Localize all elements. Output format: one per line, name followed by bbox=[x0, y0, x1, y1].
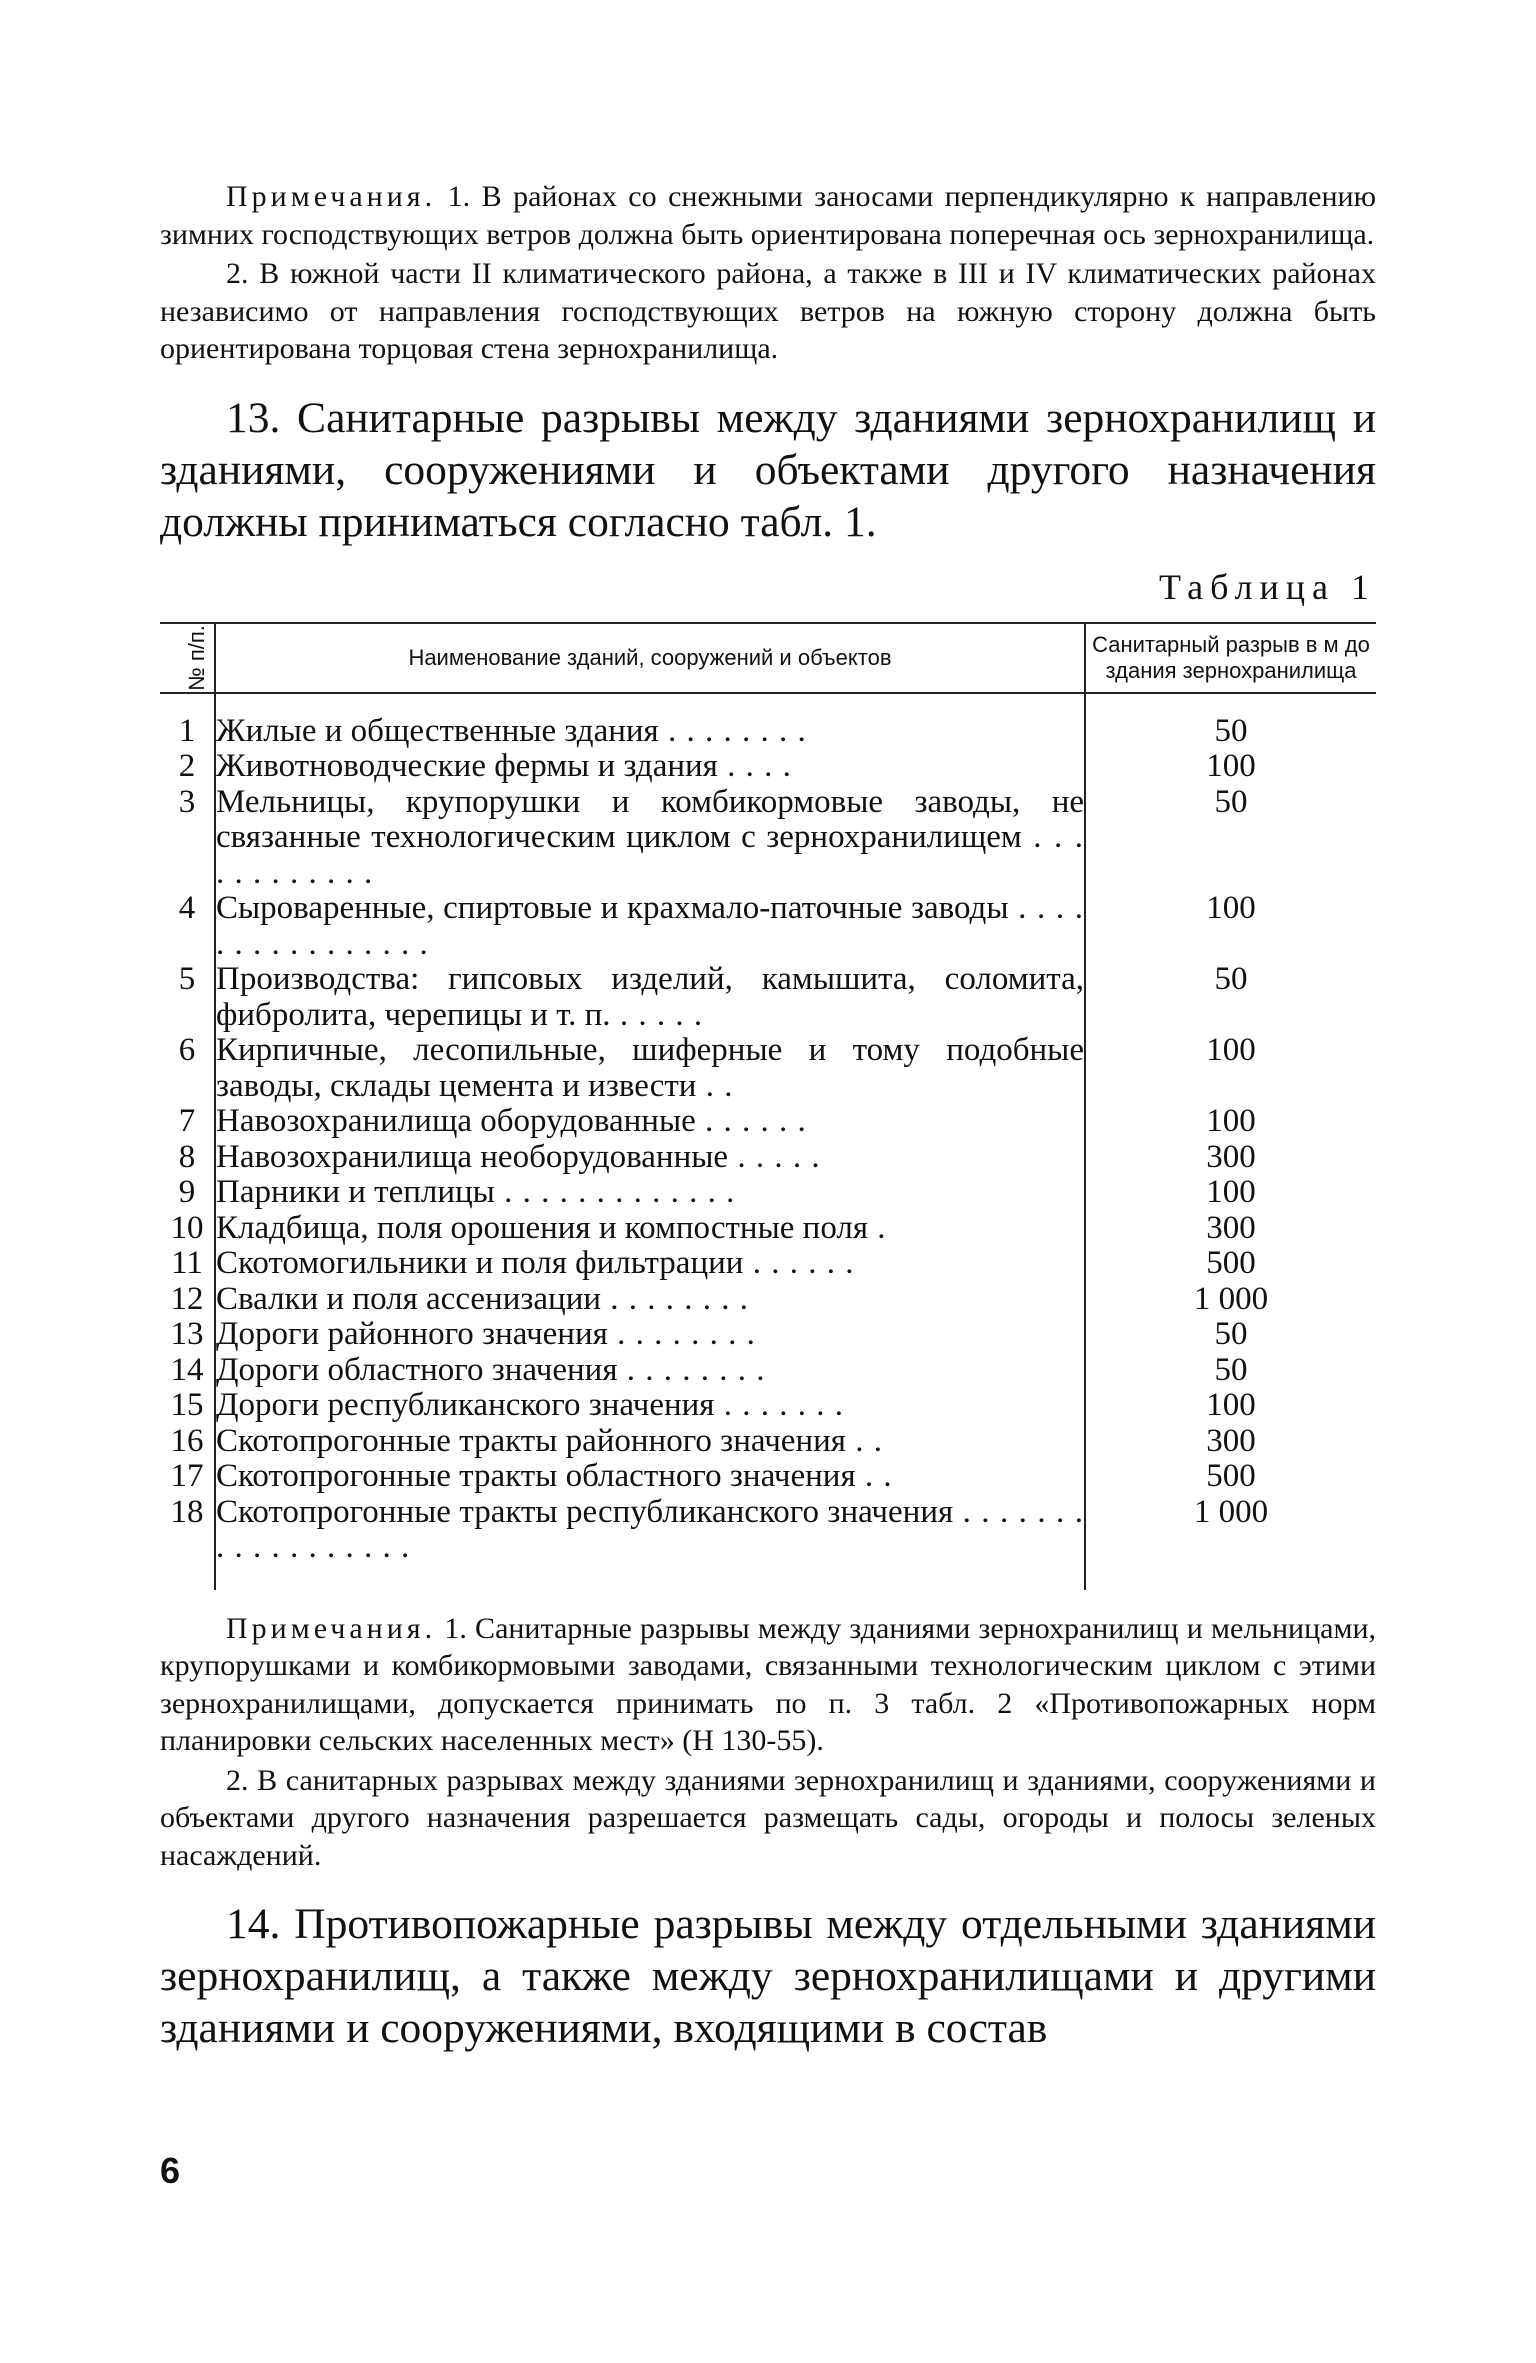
row-value: 50 bbox=[1214, 783, 1248, 820]
row-num: 3 bbox=[178, 783, 196, 820]
row-num: 11 bbox=[171, 1245, 203, 1281]
row-value: 50 bbox=[1214, 1316, 1248, 1352]
row-value: 100 bbox=[1206, 1103, 1256, 1139]
row-name: Животноводческие фермы и здания . . . . bbox=[215, 749, 1085, 785]
table-row bbox=[160, 1175, 1376, 1211]
bottom-note-1-text: 1. Санитарные разрывы между зданиями зернохранилищ и мельницами, крупорушками и комбикормовыми заводами, связанными технологическим циклом с этими зернохранилищами, допускается принимать по п. 3 табл. 2 «Противопожарных норм планировки сельских населенных мест» (Н 130-55). bbox=[160, 1611, 1376, 1757]
header-value: Санитарный разрыв в м до здания зернохранилища bbox=[1085, 623, 1376, 693]
top-notes bbox=[160, 178, 1376, 368]
table-row bbox=[160, 1317, 1376, 1353]
row-name: Сыроваренные, спиртовые и крахмало-паточные заводы . . . . . . . . . . . . . . . . bbox=[216, 890, 1084, 962]
row-value: 50 bbox=[1214, 1351, 1248, 1388]
row-num: 9 bbox=[178, 1174, 196, 1210]
table-row bbox=[160, 714, 1376, 750]
row-name: Скотопрогонные тракты республиканского значения . . . . . . . . . . . . . . . . . . bbox=[216, 1493, 1084, 1565]
row-value: 500 bbox=[1206, 1458, 1256, 1494]
row-name: Кирпичные, лесопильные, шиферные и тому подобные заводы, склады цемента и извести . . bbox=[216, 1032, 1084, 1104]
row-value: 500 bbox=[1206, 1245, 1256, 1281]
row-name: Дороги районного значения . . . . . . . . bbox=[215, 1317, 1085, 1353]
table-row bbox=[160, 1104, 1376, 1140]
table-row bbox=[160, 1388, 1376, 1424]
sanitary-gaps-table bbox=[160, 622, 1376, 1590]
row-name: Скотопрогонные тракты районного значения . . bbox=[215, 1424, 1085, 1460]
bottom-note-2: 2. В санитарных разрывах между зданиями зернохранилищ и зданиями, сооружениями и объектами другого назначения разрешается размещать сады, огороды и полосы зеленых насаждений. bbox=[160, 1763, 1376, 1872]
row-name: Навозохранилища необорудованные . . . . . bbox=[215, 1140, 1085, 1176]
row-value: 100 bbox=[1206, 1032, 1256, 1068]
row-name: Скотомогильники и поля фильтрации . . . . . . bbox=[215, 1246, 1085, 1282]
row-value: 300 bbox=[1206, 1209, 1256, 1246]
paragraph-14: 14. Противопожарные разрывы между отдельными зданиями зернохранилищ, а также между зернохранилищами и другими зданиями и сооружениями, входящими в состав bbox=[160, 1900, 1376, 2052]
bottom-note-1 bbox=[160, 1610, 1376, 1760]
table-row bbox=[160, 1282, 1376, 1318]
row-name: Свалки и поля ассенизации . . . . . . . . bbox=[215, 1282, 1085, 1318]
table-row bbox=[160, 962, 1376, 1033]
row-name: Навозохранилища оборудованные . . . . . . bbox=[215, 1104, 1085, 1140]
row-num: 10 bbox=[170, 1209, 204, 1246]
table-row bbox=[160, 1353, 1376, 1389]
table-row bbox=[160, 1459, 1376, 1495]
table-row bbox=[160, 785, 1376, 892]
table-row bbox=[160, 1246, 1376, 1282]
table-caption: Таблица 1 bbox=[1159, 566, 1376, 607]
row-num: 12 bbox=[170, 1280, 204, 1317]
row-value: 100 bbox=[1206, 890, 1256, 926]
row-num: 15 bbox=[170, 1387, 204, 1423]
table-row bbox=[160, 891, 1376, 962]
table-header-row bbox=[160, 623, 1376, 693]
row-num: 14 bbox=[170, 1351, 204, 1388]
row-num: 1 bbox=[178, 712, 196, 749]
row-name: Дороги республиканского значения . . . . . . . bbox=[215, 1388, 1085, 1424]
table-row bbox=[160, 1033, 1376, 1104]
table-row bbox=[160, 1140, 1376, 1176]
row-value: 100 bbox=[1206, 1387, 1256, 1423]
top-note-1-text: 1. В районах со снежными заносами перпендикулярно к направлению зимних господствующих ветров должна быть ориентирована поперечная ось зернохранилища. bbox=[160, 180, 1377, 251]
header-num: № п/п. bbox=[160, 623, 215, 693]
paragraph-13: 13. Санитарные разрывы между зданиями зернохранилищ и зданиями, сооружениями и объектами другого назначения должны приниматься согласно табл. 1. bbox=[160, 393, 1376, 546]
table-row bbox=[160, 1211, 1376, 1247]
table-row bbox=[160, 1424, 1376, 1460]
top-note-1 bbox=[160, 178, 1376, 253]
top-notes-label: Примечания. bbox=[226, 180, 437, 213]
row-num: 17 bbox=[170, 1458, 204, 1494]
row-num: 2 bbox=[178, 748, 196, 784]
row-name: Парники и теплицы . . . . . . . . . . . . . bbox=[215, 1175, 1085, 1211]
table-row bbox=[160, 749, 1376, 785]
row-value: 300 bbox=[1206, 1422, 1256, 1459]
table-row bbox=[160, 1495, 1376, 1566]
top-note-2: 2. В южной части II климатического района, а также в III и IV климатических районах независимо от направления господствующих ветров на южную сторону должна быть ориентирована торцовая стена зернохранилища. bbox=[160, 257, 1376, 365]
row-name: Кладбища, поля орошения и компостные поля . bbox=[215, 1211, 1085, 1247]
row-name: Скотопрогонные тракты областного значения . . bbox=[215, 1459, 1085, 1495]
row-num: 5 bbox=[178, 961, 196, 997]
page-content bbox=[160, 178, 1376, 2054]
row-value: 100 bbox=[1206, 1174, 1256, 1210]
row-value: 50 bbox=[1214, 961, 1248, 997]
row-num: 7 bbox=[178, 1103, 196, 1139]
row-num: 18 bbox=[170, 1493, 204, 1530]
bottom-notes bbox=[160, 1610, 1376, 1875]
row-name: Мельницы, крупорушки и комбикормовые заводы, не связанные технологическим циклом с зернохранилищем . . . . . . . . . . . . bbox=[216, 783, 1085, 891]
row-value: 50 bbox=[1214, 712, 1248, 749]
bottom-notes-label: Примечания. bbox=[226, 1611, 437, 1645]
row-name: Производства: гипсовых изделий, камышита, соломита, фибролита, черепицы и т. п. . . . . . bbox=[216, 961, 1084, 1033]
row-value: 1 000 bbox=[1193, 1280, 1269, 1317]
row-num: 6 bbox=[178, 1032, 196, 1068]
row-value: 100 bbox=[1206, 748, 1256, 784]
row-num: 16 bbox=[170, 1422, 204, 1459]
row-value: 300 bbox=[1206, 1138, 1256, 1175]
row-num: 4 bbox=[178, 890, 196, 926]
page-number: 6 bbox=[160, 2150, 181, 2191]
row-num: 8 bbox=[178, 1138, 196, 1175]
row-num: 13 bbox=[170, 1316, 204, 1352]
row-name: Дороги областного значения . . . . . . . . bbox=[215, 1353, 1085, 1389]
row-value: 1 000 bbox=[1193, 1493, 1269, 1530]
row-name: Жилые и общественные здания . . . . . . . . bbox=[215, 714, 1085, 750]
header-name: Наименование зданий, сооружений и объектов bbox=[215, 623, 1085, 693]
